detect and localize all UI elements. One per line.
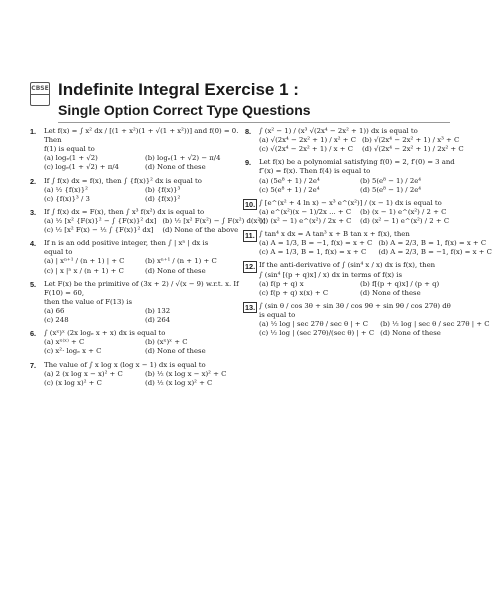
question-stem: If n is an odd positive integer, then ∫ | xⁿ | dx is — [44, 239, 209, 248]
answer-option: (b) xⁿ⁺¹ / (n + 1) + C — [145, 257, 217, 266]
answer-option: (a) A = 1/3, B = −1, f(x) = x + C — [259, 239, 373, 248]
question-stem: Let F(x) be the primitive of (3x + 2) / √(x − 9) w.r.t. x. If F(10) = 60, — [44, 279, 239, 297]
answer-option: (c) x²· logₑ x + C — [44, 347, 102, 356]
answer-option: (c) {f(x)}³ / 3 — [44, 194, 90, 203]
header-divider — [58, 122, 450, 123]
answer-option: (a) √(2x⁴ − 2x² + 1) / x² + C — [259, 136, 356, 145]
question-stem-continued: equal to — [44, 248, 73, 257]
question-item — [245, 199, 455, 226]
book-icon: CBSE — [30, 82, 50, 106]
question-number: 13. — [245, 302, 256, 312]
question-stem-continued: f″(x) = f(x). Then f(4) is equal to — [259, 167, 371, 176]
question-item — [30, 239, 240, 275]
question-item — [245, 301, 490, 338]
answer-option: (d) 5(e⁸ − 1) / 2e⁴ — [360, 185, 422, 194]
question-stem: Let f(x) = ∫ x² dx / [(1 + x²)(1 + √(1 + x²))] and f(0) = 0. Then — [44, 127, 239, 145]
answer-option: (a) | xⁿ⁺¹ / (n + 1) | + C — [44, 257, 125, 266]
question-stem: If ∫ f(x) dx = f(x), then ∫ {f(x)}² dx is equal to — [44, 176, 202, 185]
answer-options — [44, 154, 240, 172]
answer-option: (c) √(2x⁴ − 2x² + 1) / x + C — [259, 145, 353, 154]
question-item — [245, 230, 492, 257]
answer-option: (d) 264 — [145, 316, 171, 325]
question-number: 3. — [30, 207, 37, 217]
answer-option: (d) None of these — [145, 266, 206, 275]
answer-option: (d) ½ (x log x)² + C — [145, 378, 213, 387]
answer-option: (a) ½ {f(x)}² — [44, 185, 88, 194]
answer-options — [44, 216, 266, 235]
question-item — [245, 261, 455, 297]
answer-option: (b) f[(p + q)x] / (p + q) — [360, 279, 440, 288]
answer-option: (c) ½ [x² F(x) − ½ ∫ {F(x)}² dx] — [44, 226, 154, 235]
question-item — [30, 127, 240, 173]
answer-option: (a) e^(x²)(x − 1)/2x ... + C — [259, 207, 352, 216]
answer-option: (c) A = 1/3, B = 1, f(x) = x + C — [259, 248, 367, 257]
answer-option: (c) (x² − 1) e^(x²) / 2x + C — [259, 216, 352, 225]
question-item — [245, 127, 464, 154]
question-number: 12. — [245, 262, 256, 272]
question-item — [245, 158, 455, 194]
answer-options — [259, 177, 455, 195]
answer-option: (c) f(p + q) x(x) + C — [259, 288, 329, 297]
question-item — [30, 280, 240, 326]
question-item — [30, 361, 240, 388]
answer-option: (d) None of these — [145, 163, 206, 172]
answer-option: (a) 66 — [44, 306, 65, 315]
answer-option: (d) None of these — [380, 329, 441, 338]
question-item — [30, 207, 266, 235]
question-stem-continued: ∫ (sin⁴ [(p + q)x] / x) dx in terms of f(x) is — [259, 270, 403, 279]
answer-option: (a) f(p + q) x — [259, 279, 304, 288]
answer-option: (b) A = 2/3, B = 1, f(x) = x + C — [378, 239, 487, 248]
answer-option: (b) ½ (x log x − x)² + C — [145, 369, 227, 378]
page-title: Indefinite Integral Exercise 1 : — [58, 80, 299, 99]
answer-option: (a) (5e⁸ + 1) / 2e⁴ — [259, 176, 320, 185]
question-item — [30, 177, 240, 204]
question-stem: If ∫ f(x) dx = F(x), then ∫ x³ f(x²) dx is equal to — [44, 207, 205, 216]
answer-option: (a) logₑ(1 + √2) — [44, 154, 98, 163]
answer-option: (c) ½ log | (sec 27θ)/(sec θ) | + C — [259, 329, 375, 338]
answer-option: (a) ½ log | sec 27θ / sec θ | + C — [259, 320, 369, 329]
question-number: 1. — [30, 127, 37, 136]
answer-option: (d) (x² − 1) e^(x²) / 2 + C — [360, 216, 450, 225]
answer-option: (b) {f(x)}³ — [145, 185, 181, 194]
question-stem: ∫ (sin θ / cos 3θ + sin 3θ / cos 9θ + sin 9θ / cos 27θ) dθ is equal to — [259, 301, 451, 319]
question-stem: If the anti-derivative of ∫ (sin⁴ x / x) dx is f(x), then — [259, 261, 436, 270]
answer-option: (b) √(2x⁴ − 2x² + 1) / x³ + C — [361, 136, 460, 145]
answer-option: (d) √(2x⁴ − 2x² + 1) / 2x² + C — [361, 145, 464, 154]
question-number: 5. — [30, 279, 37, 289]
answer-option: (d) None of these — [360, 288, 421, 297]
answer-option: (b) (x − 1) e^(x²) / 2 + C — [360, 207, 447, 216]
question-stem: ∫ [e^(x² + 4 ln x) − x³ e^(x²)] / (x − 1) dx is equal to — [259, 198, 442, 207]
question-stem-continued: f(1) is equal to — [44, 145, 95, 154]
answer-options — [259, 239, 492, 257]
answer-options — [259, 208, 455, 226]
question-number: 8. — [245, 127, 252, 136]
answer-options — [259, 280, 455, 298]
question-number: 6. — [30, 329, 37, 339]
answer-option: (d) {f(x)}² — [145, 194, 181, 203]
question-stem: ∫ (x² − 1) / (x³ √(2x⁴ − 2x² + 1)) dx is equal to — [259, 127, 418, 135]
question-stem: ∫ tan⁴ x dx = A tan³ x + B tan x + f(x), then — [259, 230, 410, 239]
question-stem: Let f(x) be a polynomial satisfying f(0) = 2, f′(0) = 3 and — [259, 158, 455, 167]
answer-options — [44, 257, 240, 275]
answer-option: (b) ½ log | sec θ / sec 27θ | + C — [380, 320, 490, 329]
answer-options — [44, 338, 240, 356]
question-number: 2. — [30, 176, 37, 186]
question-stem: ∫ (xˣ)ˣ (2x logₑ x + x) dx is equal to — [44, 329, 166, 338]
question-number: 4. — [30, 239, 37, 249]
answer-option: (a) xˣ⁽ˣ⁾ + C — [44, 338, 85, 347]
answer-option: (c) logₑ(1 + √2) + π/4 — [44, 163, 119, 172]
answer-options — [44, 370, 240, 388]
answer-option: (a) ½ [x² {F(x)}² − ∫ {F(x)}² dx] — [44, 216, 157, 225]
question-stem: The value of ∫ x log x (log x − 1) dx is equal to — [44, 360, 206, 369]
question-item — [30, 329, 240, 356]
answer-options — [44, 307, 240, 325]
answer-option: (a) 2 (x log x − x)² + C — [44, 369, 123, 378]
answer-option: (d) A = 2/3, B = −1, f(x) = x + C — [378, 248, 492, 257]
question-column-right — [245, 127, 492, 342]
answer-option: (d) None of these — [145, 347, 206, 356]
answer-option: (b) logₑ(1 + √2) − π/4 — [145, 154, 221, 163]
answer-options — [259, 136, 464, 154]
question-number: 7. — [30, 360, 37, 370]
answer-option: (c) 248 — [44, 316, 69, 325]
answer-options — [259, 320, 490, 338]
question-number: 11. — [245, 231, 255, 241]
question-stem-continued: then the value of F(13) is — [44, 297, 133, 306]
answer-option: (d) None of the above — [162, 226, 239, 235]
answer-option: (c) 5(e⁸ + 1) / 2e⁴ — [259, 185, 320, 194]
answer-option: (b) (xˣ)ˣ + C — [145, 338, 188, 347]
answer-option: (b) 132 — [145, 306, 171, 315]
answer-options — [44, 186, 240, 204]
page-subtitle: Single Option Correct Type Questions — [58, 102, 311, 118]
question-number: 10. — [245, 199, 256, 209]
answer-option: (c) (x log x)² + C — [44, 378, 102, 387]
answer-option: (c) | x |ⁿ x / (n + 1) + C — [44, 266, 124, 275]
answer-option: (b) 5(e⁸ − 1) / 2e⁴ — [360, 176, 422, 185]
answer-option: (b) ½ [x² F(x²) − ∫ F(x²) d(x²)] — [162, 216, 266, 225]
question-column-left — [30, 127, 266, 392]
question-number: 9. — [245, 158, 252, 168]
